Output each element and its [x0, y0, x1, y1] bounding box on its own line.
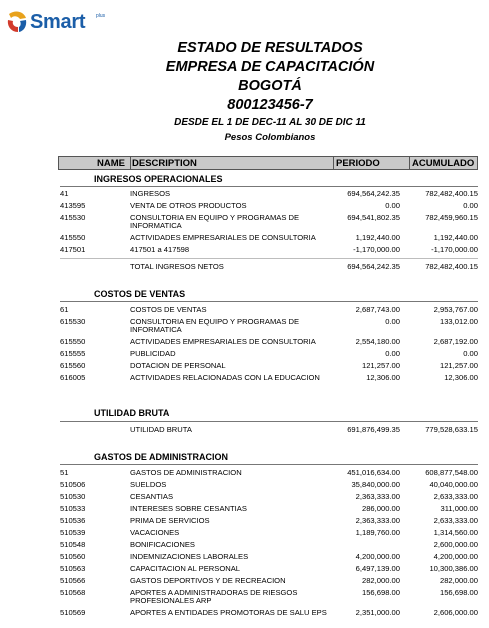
acumulado-value: 608,877,548.00 [425, 468, 478, 477]
table-header [58, 156, 478, 170]
section-title-utilidad: UTILIDAD BRUTA [94, 408, 170, 418]
periodo-value: 2,351,000.00 [355, 608, 400, 617]
account-code: 510563 [60, 564, 86, 573]
account-description: GASTOS DE ADMINISTRACION [130, 468, 242, 477]
acumulado-value: 2,606,000.00 [433, 608, 478, 617]
date-range: DESDE EL 1 DE DEC-11 AL 30 DE DIC 11 [174, 117, 366, 128]
account-code: 615550 [60, 337, 86, 346]
account-code: 510539 [60, 528, 86, 537]
periodo-value: 2,687,743.00 [355, 305, 400, 314]
tax-id: 800123456-7 [227, 97, 313, 113]
account-description: ACTIVIDADES EMPRESARIALES DE CONSULTORIA [130, 233, 316, 242]
acumulado-value: 2,687,192.00 [433, 337, 478, 346]
logo-wordmark: Smart [30, 11, 86, 33]
total-description: TOTAL INGRESOS NETOS [130, 262, 224, 271]
periodo-value: 0.00 [385, 201, 400, 210]
periodo-value: 0.00 [385, 317, 400, 326]
company-name: EMPRESA DE CAPACITACIÓN [165, 59, 375, 75]
periodo-value: 156,698.00 [361, 588, 400, 597]
acumulado-value: 156,698.00 [439, 588, 478, 597]
periodo-value: 0.00 [385, 349, 400, 358]
account-description: CONSULTORIA EN EQUIPO Y PROGRAMAS DE INFORMATICA [130, 317, 300, 334]
account-description: ACTIVIDADES EMPRESARIALES DE CONSULTORIA [130, 337, 316, 346]
acumulado-value: 2,600,000.00 [433, 540, 478, 549]
periodo-value: -1,170,000.00 [353, 245, 400, 254]
section-title-gastos: GASTOS DE ADMINISTRACION [94, 452, 229, 462]
periodo-value: 286,000.00 [361, 504, 400, 513]
section-title-costos: COSTOS DE VENTAS [94, 289, 186, 299]
acumulado-value: 10,300,386.00 [429, 564, 478, 573]
total-rule [60, 258, 478, 259]
account-description: VACACIONES [130, 528, 180, 537]
account-description: APORTES A ADMINISTRADORAS DE RIESGOS PROFESIONALES ARP [130, 588, 298, 605]
acumulado-value: 2,953,767.00 [433, 305, 478, 314]
acumulado-value: 0.00 [463, 201, 478, 210]
account-code: 510506 [60, 480, 86, 489]
account-description: UTILIDAD BRUTA [130, 425, 192, 434]
periodo-value: 4,200,000.00 [355, 552, 400, 561]
acumulado-value: 782,459,960.15 [425, 213, 478, 222]
section-rule [60, 301, 478, 302]
account-code: 415550 [60, 233, 86, 242]
account-code: 417501 [60, 245, 86, 254]
account-code: 51 [60, 468, 69, 477]
account-description: PRIMA DE SERVICIOS [130, 516, 210, 525]
account-description: SUELDOS [130, 480, 167, 489]
city: BOGOTÁ [238, 78, 302, 94]
total-acumulado-value: 782,482,400.15 [425, 262, 478, 271]
periodo-value: 694,541,802.35 [347, 213, 400, 222]
periodo-value: 35,840,000.00 [351, 480, 400, 489]
acumulado-value: 12,306.00 [444, 373, 478, 382]
acumulado-value: 1,314,560.00 [433, 528, 478, 537]
smart-logo [6, 8, 106, 36]
periodo-value: 282,000.00 [361, 576, 400, 585]
logo-superscript: plus [96, 13, 106, 19]
account-description: DOTACION DE PERSONAL [130, 361, 226, 370]
col-header-description: DESCRIPTION [132, 158, 197, 169]
acumulado-value: 1,192,440.00 [433, 233, 478, 242]
col-header-acumulado: ACUMULADO [409, 157, 474, 169]
account-code: 616005 [60, 373, 86, 382]
account-code: 510530 [60, 492, 86, 501]
section-rule [60, 421, 478, 422]
section-rule [60, 186, 478, 187]
acumulado-value: 121,257.00 [439, 361, 478, 370]
periodo-value: 6,497,139.00 [355, 564, 400, 573]
results-table [58, 156, 478, 170]
account-description: INTERESES SOBRE CESANTIAS [130, 504, 247, 513]
periodo-value: 451,016,634.00 [347, 468, 400, 477]
acumulado-value: 311,000.00 [440, 504, 478, 513]
report-title: ESTADO DE RESULTADOS [177, 40, 363, 56]
total-periodo-value: 694,564,242.35 [347, 262, 400, 271]
currency-note: Pesos Colombianos [224, 132, 316, 143]
account-code: 415530 [60, 213, 86, 222]
periodo-value: 12,306.00 [366, 373, 400, 382]
account-description: PUBLICIDAD [130, 349, 176, 358]
account-description: ACTIVIDADES RELACIONADAS CON LA EDUCACION [130, 373, 320, 382]
acumulado-value: -1,170,000.00 [431, 245, 478, 254]
account-code: 41 [60, 189, 69, 198]
account-code: 510566 [60, 576, 86, 585]
account-code: 413595 [60, 201, 86, 210]
account-description: CONSULTORIA EN EQUIPO Y PROGRAMAS DE INFORMATICA [130, 213, 300, 230]
account-description: INDEMNIZACIONES LABORALES [130, 552, 249, 561]
section-title-ingresos: INGRESOS OPERACIONALES [94, 174, 223, 184]
account-description: INGRESOS [130, 189, 171, 198]
account-code: 61 [60, 305, 69, 314]
periodo-value: 2,363,333.00 [355, 492, 400, 501]
periodo-value: 2,363,333.00 [355, 516, 400, 525]
acumulado-value: 782,482,400.15 [425, 189, 478, 198]
account-description: VENTA DE OTROS PRODUCTOS [130, 201, 247, 210]
account-code: 510569 [60, 608, 86, 617]
account-description: COSTOS DE VENTAS [130, 305, 207, 314]
account-description: 417501 a 417598 [130, 245, 190, 254]
account-code: 510533 [60, 504, 86, 513]
acumulado-value: 2,633,333.00 [433, 516, 478, 525]
periodo-value: 1,192,440.00 [355, 233, 400, 242]
account-description: CESANTIAS [130, 492, 174, 501]
acumulado-value: 779,528,633.15 [425, 425, 478, 434]
col-header-name: NAME [97, 158, 125, 169]
account-description: APORTES A ENTIDADES PROMOTORAS DE SALU EPS [130, 608, 327, 617]
acumulado-value: 4,200,000.00 [433, 552, 478, 561]
periodo-value: 1,189,760.00 [355, 528, 400, 537]
account-code: 615560 [60, 361, 86, 370]
smart-logo-mark-icon [6, 10, 28, 34]
account-description: BONIFICACIONES [130, 540, 195, 549]
col-header-periodo: PERIODO [333, 157, 380, 169]
account-code: 615555 [60, 349, 86, 358]
periodo-value: 694,564,242.35 [347, 189, 400, 198]
account-code: 510568 [60, 588, 86, 597]
account-code: 615530 [60, 317, 86, 326]
acumulado-value: 40,040,000.00 [429, 480, 478, 489]
acumulado-value: 0.00 [463, 349, 478, 358]
acumulado-value: 282,000.00 [439, 576, 478, 585]
account-code: 510560 [60, 552, 86, 561]
account-description: CAPACITACION AL PERSONAL [130, 564, 240, 573]
periodo-value: 691,876,499.35 [347, 425, 400, 434]
periodo-value: 2,554,180.00 [355, 337, 400, 346]
account-code: 510536 [60, 516, 86, 525]
periodo-value: 121,257.00 [361, 361, 400, 370]
acumulado-value: 2,633,333.00 [433, 492, 478, 501]
section-rule [60, 464, 478, 465]
account-description: GASTOS DEPORTIVOS Y DE RECREACION [130, 576, 286, 585]
account-code: 510548 [60, 540, 86, 549]
acumulado-value: 133,012.00 [439, 317, 478, 326]
